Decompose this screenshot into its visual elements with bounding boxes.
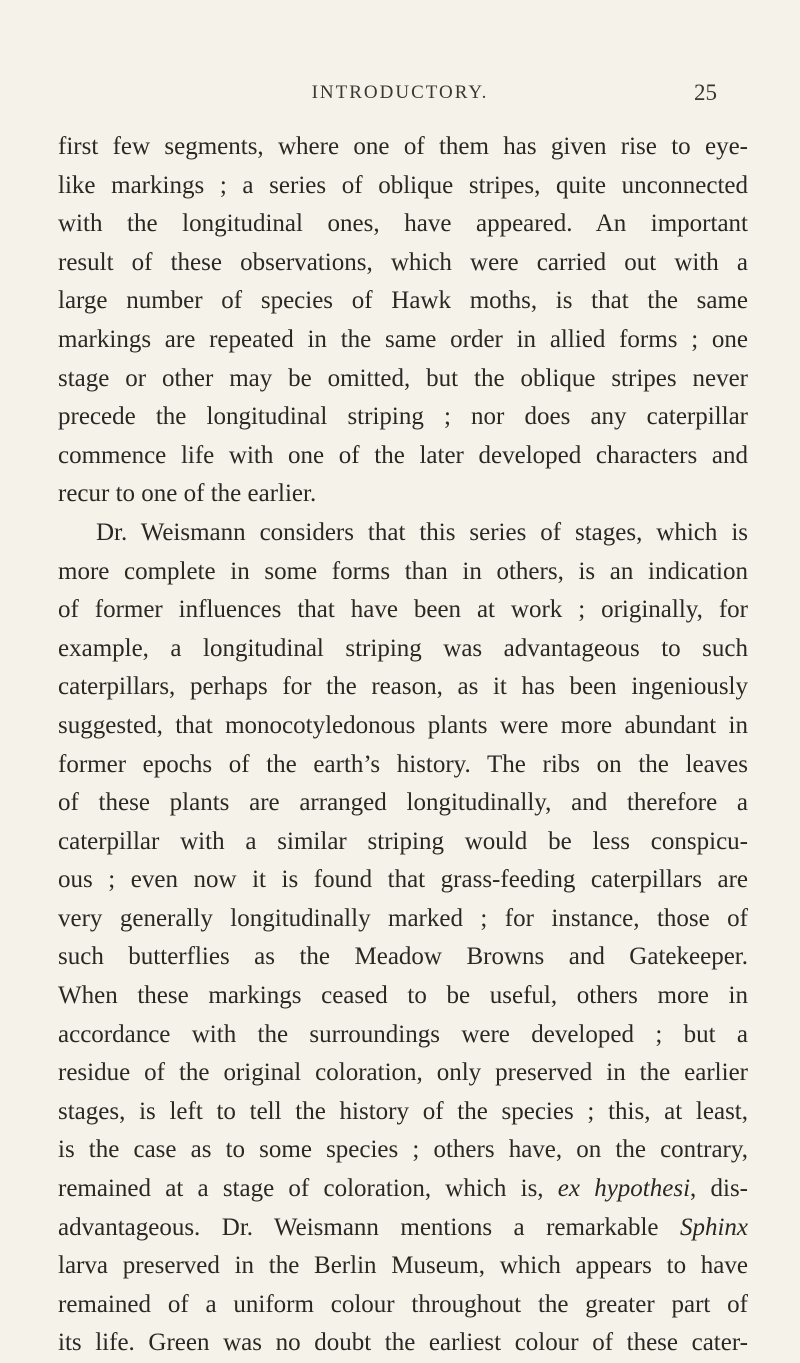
text-line [58,707,748,746]
text-segment: large number of species of Hawk moths, is that the same [58,287,748,315]
text-segment: When these markings ceased to be useful, others more in [58,982,748,1010]
header-title: INTRODUCTORY. [311,82,489,103]
italic-text: Sphinx [679,1213,748,1241]
text-segment: of former influences that have been at work ; originally, for [58,596,748,624]
text-segment: recur to one of the earlier. [58,480,317,508]
text-line [58,1209,748,1248]
text-segment: ous ; even now it is found that grass-feeding caterpillars are [58,866,748,894]
text-segment: larva preserved in the Berlin Museum, which appears to have [58,1252,748,1280]
text-segment: its life. Green was no doubt the earliest colour of these cater- [58,1329,748,1357]
text-segment: like markings ; a series of oblique stripes, quite unconnected [58,171,748,199]
text-line [58,514,748,553]
text-line [58,1131,748,1170]
text-segment: caterpillar with a similar striping would be less conspicu- [58,827,748,855]
text-segment: result of these observations, which were carried out with a [58,248,748,276]
text-segment: of these plants are arranged longitudinally, and therefore a [58,789,748,817]
text-segment: residue of the original coloration, only preserved in the earlier [58,1059,748,1087]
text-segment: , dis- [690,1175,748,1203]
text-segment: is the case as to some species ; others have, on the contrary, [58,1136,748,1164]
text-line [58,475,748,514]
text-line [58,553,748,592]
text-segment: remained at a stage of coloration, which is, [58,1175,558,1203]
text-line [58,1093,748,1132]
text-segment: first few segments, where one of them has given rise to eye- [58,133,748,160]
text-line [58,746,748,785]
text-line [58,205,748,244]
text-line [58,321,748,360]
text-line [58,1170,748,1209]
text-line [58,1247,748,1286]
body-text [58,128,748,1363]
text-line [58,244,748,283]
text-line [58,591,748,630]
text-segment: former epochs of the earth’s history. The ribs on the leaves [58,750,748,778]
text-segment: more complete in some forms than in others, is an indication [58,557,748,585]
text-line [58,668,748,707]
text-line [58,167,748,206]
text-segment: such butterflies as the Meadow Browns and Gatekeeper. [58,943,748,971]
text-segment: markings are repeated in the same order in allied forms ; one [58,325,748,353]
text-line [58,861,748,900]
text-line [58,282,748,321]
text-segment: stages, is left to tell the history of the species ; this, at least, [58,1097,748,1125]
text-segment: suggested, that monocotyledonous plants were more abundant in [58,711,748,739]
text-line [58,977,748,1016]
text-segment: example, a longitudinal striping was advantageous to such [58,634,748,662]
text-line [58,437,748,476]
text-line [58,1286,748,1325]
text-segment: advantageous. Dr. Weismann mentions a remarkable [58,1213,680,1241]
text-line [58,900,748,939]
text-line [58,1054,748,1093]
text-line [58,784,748,823]
text-segment: remained of a uniform colour throughout the greater part of [58,1290,748,1318]
text-segment: Dr. Weismann considers that this series of stages, which is [96,518,748,546]
text-line [58,823,748,862]
text-segment: stage or other may be omitted, but the oblique stripes never [58,364,748,392]
text-line [58,938,748,977]
text-line [58,128,748,167]
running-head [0,82,800,112]
text-line [58,360,748,399]
text-segment: commence life with one of the later developed characters and [58,441,748,469]
text-segment: precede the longitudinal striping ; nor does any caterpillar [58,403,748,431]
text-line [58,630,748,669]
text-segment: very generally longitudinally marked ; for instance, those of [58,904,748,932]
italic-text: ex hypothesi [557,1175,691,1203]
page-number: 25 [694,80,717,105]
text-line [58,1016,748,1055]
text-segment: caterpillars, perhaps for the reason, as it has been ingeniously [58,673,748,701]
text-segment: with the longitudinal ones, have appeared. An important [58,210,748,238]
text-segment: accordance with the surroundings were developed ; but a [58,1020,748,1048]
text-line [58,1324,748,1363]
text-line [58,398,748,437]
